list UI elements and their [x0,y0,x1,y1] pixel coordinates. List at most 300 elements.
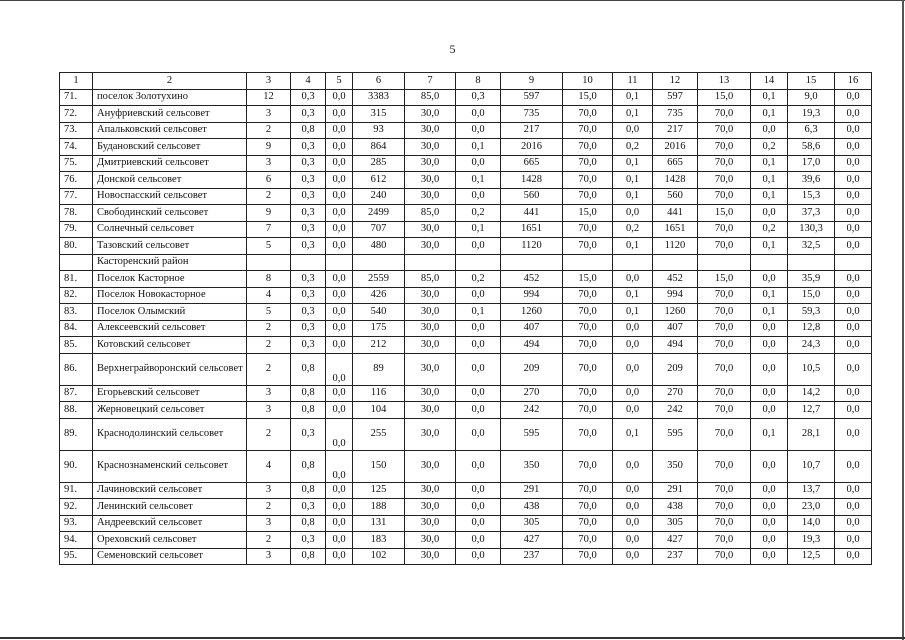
data-cell [291,254,326,271]
header-cell: 10 [563,73,613,90]
data-cell: 2016 [653,139,698,156]
data-cell: 30,0 [405,337,456,354]
municipality-name: Будановский сельсовет [93,139,247,156]
header-cell: 13 [698,73,751,90]
data-cell: 0,0 [456,515,501,532]
data-cell: 0,0 [835,499,872,516]
data-cell: 0,0 [835,122,872,139]
data-cell: 0,0 [835,172,872,189]
data-cell: 0,0 [456,402,501,419]
data-cell: 70,0 [563,353,613,385]
data-cell: 0,1 [456,172,501,189]
data-cell: 994 [501,287,563,304]
municipality-name: Солнечный сельсовет [93,221,247,238]
data-cell: 1651 [501,221,563,238]
data-cell: 70,0 [698,353,751,385]
data-cell [405,254,456,271]
data-cell: 0,0 [835,515,872,532]
data-cell: 70,0 [563,139,613,156]
data-cell [698,254,751,271]
data-cell: 0,0 [835,238,872,255]
data-cell: 0,0 [835,271,872,288]
table-row [60,89,872,106]
data-cell: 70,0 [563,188,613,205]
data-cell: 0,3 [291,89,326,106]
data-cell: 0,0 [751,515,788,532]
data-cell: 9,0 [788,89,835,106]
data-cell: 427 [501,532,563,549]
table-row [60,418,872,450]
data-cell: 0,0 [326,304,353,321]
header-cell: 9 [501,73,563,90]
data-cell: 494 [501,337,563,354]
data-cell: 0,3 [291,532,326,549]
row-number: 87. [60,385,93,402]
header-cell: 3 [247,73,291,90]
data-cell: 70,0 [563,482,613,499]
data-cell: 70,0 [563,287,613,304]
row-number: 88. [60,402,93,419]
data-cell: 407 [653,320,698,337]
data-cell: 70,0 [698,238,751,255]
data-cell: 30,0 [405,188,456,205]
data-cell: 6 [247,172,291,189]
data-cell: 0,3 [291,287,326,304]
data-cell: 285 [353,155,405,172]
data-cell: 0,1 [613,188,653,205]
data-cell: 0,0 [613,353,653,385]
municipality-name: Новоспасский сельсовет [93,188,247,205]
header-cell: 5 [326,73,353,90]
data-cell: 0,0 [751,532,788,549]
data-cell: 24,3 [788,337,835,354]
table-row [60,122,872,139]
header-cell: 12 [653,73,698,90]
data-cell: 30,0 [405,320,456,337]
data-cell: 212 [353,337,405,354]
data-cell: 15,0 [698,205,751,222]
data-cell: 0,1 [613,304,653,321]
data-cell: 438 [501,499,563,516]
data-cell: 70,0 [563,122,613,139]
data-cell: 3 [247,155,291,172]
data-cell: 70,0 [698,155,751,172]
data-cell [835,254,872,271]
data-cell: 0,0 [835,418,872,450]
page-number: 5 [449,42,456,56]
data-cell: 0,0 [326,385,353,402]
header-cell: 2 [93,73,247,90]
data-cell: 8 [247,271,291,288]
data-cell: 0,0 [835,353,872,385]
data-cell: 540 [353,304,405,321]
data-cell: 0,3 [291,418,326,450]
data-cell: 3 [247,482,291,499]
row-number: 95. [60,548,93,565]
data-cell: 4 [247,450,291,482]
data-cell: 2 [247,188,291,205]
municipality-name: Верхнеграйворонский сельсовет [93,353,247,385]
data-cell: 2 [247,122,291,139]
data-cell: 480 [353,238,405,255]
data-cell: 70,0 [563,106,613,123]
data-cell: 12,8 [788,320,835,337]
data-cell: 2 [247,320,291,337]
data-cell: 0,0 [456,188,501,205]
municipality-name: Апальковский сельсовет [93,122,247,139]
data-cell: 0,0 [326,106,353,123]
data-cell: 30,0 [405,418,456,450]
data-cell: 0,0 [835,106,872,123]
data-cell: 70,0 [698,402,751,419]
data-cell: 39,6 [788,172,835,189]
data-cell: 0,0 [326,402,353,419]
data-cell: 2499 [353,205,405,222]
data-cell: 30,0 [405,450,456,482]
data-cell: 2 [247,532,291,549]
scan-edge-top [0,0,905,1]
data-cell: 438 [653,499,698,516]
data-cell: 0,0 [326,139,353,156]
data-cell: 30,0 [405,499,456,516]
data-cell: 0,3 [291,106,326,123]
data-cell: 85,0 [405,271,456,288]
data-cell: 0,0 [613,385,653,402]
data-cell: 0,0 [326,172,353,189]
data-cell: 0,0 [835,155,872,172]
row-number: 84. [60,320,93,337]
data-cell: 0,3 [291,271,326,288]
data-cell: 0,8 [291,402,326,419]
data-cell: 30,0 [405,402,456,419]
table-body [60,73,872,565]
data-cell: 0,0 [835,188,872,205]
data-cell: 9 [247,139,291,156]
data-cell: 291 [501,482,563,499]
data-cell: 30,0 [405,221,456,238]
data-cell: 70,0 [698,320,751,337]
data-cell: 10,5 [788,353,835,385]
data-cell: 237 [501,548,563,565]
data-cell: 70,0 [563,515,613,532]
data-cell: 0,0 [751,499,788,516]
data-cell: 1260 [501,304,563,321]
data-cell: 0,0 [456,450,501,482]
data-cell: 0,0 [456,155,501,172]
data-cell: 864 [353,139,405,156]
data-cell: 70,0 [563,320,613,337]
data-cell: 0,1 [751,304,788,321]
data-cell: 0,0 [835,320,872,337]
table-row [60,482,872,499]
data-cell: 291 [653,482,698,499]
data-cell: 237 [653,548,698,565]
table-row [60,515,872,532]
data-cell [326,254,353,271]
data-cell: 0,3 [291,155,326,172]
data-cell: 125 [353,482,405,499]
data-cell: 0,3 [291,172,326,189]
data-cell: 15,0 [788,287,835,304]
data-cell: 23,0 [788,499,835,516]
data-cell: 70,0 [698,385,751,402]
data-cell: 70,0 [563,402,613,419]
data-cell: 102 [353,548,405,565]
data-cell: 10,7 [788,450,835,482]
data-cell: 12,7 [788,402,835,419]
data-cell: 255 [353,418,405,450]
data-cell: 70,0 [563,238,613,255]
row-number: 92. [60,499,93,516]
data-cell: 70,0 [698,287,751,304]
data-cell: 0,0 [751,320,788,337]
data-cell: 70,0 [563,450,613,482]
data-cell: 0,0 [835,450,872,482]
data-cell: 0,0 [751,337,788,354]
data-cell: 30,0 [405,106,456,123]
table-row [60,188,872,205]
data-cell: 0,0 [751,402,788,419]
data-cell: 2559 [353,271,405,288]
data-cell: 3 [247,106,291,123]
data-cell: 70,0 [698,482,751,499]
scan-edge-right [902,0,904,640]
data-cell: 0,1 [456,221,501,238]
data-cell: 595 [653,418,698,450]
data-cell: 0,0 [835,337,872,354]
data-cell: 89 [353,353,405,385]
data-cell [563,254,613,271]
data-cell: 0,0 [751,271,788,288]
table-row [60,337,872,354]
row-number: 80. [60,238,93,255]
row-number: 85. [60,337,93,354]
data-cell: 0,0 [613,337,653,354]
data-cell: 70,0 [563,304,613,321]
data-cell: 0,0 [751,385,788,402]
data-cell: 217 [653,122,698,139]
data-cell: 0,1 [751,106,788,123]
municipality-name: Поселок Олымский [93,304,247,321]
table-row [60,155,872,172]
municipality-name: Андреевский сельсовет [93,515,247,532]
data-cell: 0,3 [291,499,326,516]
data-cell: 0,0 [326,122,353,139]
data-cell: 1428 [501,172,563,189]
header-cell: 7 [405,73,456,90]
data-cell: 32,5 [788,238,835,255]
municipality-name: Краснознаменский сельсовет [93,450,247,482]
data-cell: 0,0 [326,353,353,385]
data-cell: 15,0 [698,271,751,288]
table-row [60,287,872,304]
data-cell: 70,0 [698,499,751,516]
data-cell: 85,0 [405,205,456,222]
data-cell: 35,9 [788,271,835,288]
table-row [60,548,872,565]
data-cell: 270 [501,385,563,402]
data-cell: 0,2 [613,221,653,238]
data-cell: 0,1 [751,188,788,205]
data-cell: 0,0 [835,482,872,499]
data-cell: 0,0 [456,532,501,549]
data-cell: 0,0 [326,418,353,450]
data-cell: 0,0 [456,122,501,139]
data-cell: 70,0 [698,122,751,139]
data-cell: 3 [247,515,291,532]
data-cell: 0,1 [751,287,788,304]
data-cell: 131 [353,515,405,532]
data-cell [353,254,405,271]
data-cell: 0,0 [326,89,353,106]
data-cell: 0,1 [613,287,653,304]
data-cell: 2016 [501,139,563,156]
data-cell: 560 [501,188,563,205]
data-cell: 7 [247,221,291,238]
header-row [60,73,872,90]
data-cell: 6,3 [788,122,835,139]
data-cell: 0,0 [326,548,353,565]
data-cell: 5 [247,238,291,255]
data-cell: 0,1 [613,172,653,189]
data-cell: 13,7 [788,482,835,499]
row-number: 89. [60,418,93,450]
data-cell: 70,0 [698,337,751,354]
data-cell: 70,0 [698,450,751,482]
header-cell: 14 [751,73,788,90]
data-cell: 0,8 [291,515,326,532]
data-cell: 1120 [653,238,698,255]
header-cell: 8 [456,73,501,90]
data-cell: 0,1 [751,89,788,106]
data-cell: 70,0 [698,188,751,205]
data-cell: 15,0 [563,271,613,288]
table-row [60,304,872,321]
district-name: Касторенский район [93,254,247,271]
data-cell: 735 [501,106,563,123]
data-cell: 0,0 [613,122,653,139]
data-cell: 665 [501,155,563,172]
data-cell: 15,3 [788,188,835,205]
data-cell: 85,0 [405,89,456,106]
data-cell: 70,0 [698,139,751,156]
data-cell: 70,0 [698,304,751,321]
row-number: 94. [60,532,93,549]
data-cell: 37,3 [788,205,835,222]
data-cell: 0,0 [613,515,653,532]
data-cell: 0,0 [751,205,788,222]
data-cell: 0,0 [456,499,501,516]
data-cell: 0,0 [751,482,788,499]
data-cell: 240 [353,188,405,205]
data-cell: 70,0 [563,548,613,565]
municipality-name: Семеновский сельсовет [93,548,247,565]
header-cell: 1 [60,73,93,90]
data-cell: 0,0 [835,548,872,565]
data-cell [751,254,788,271]
data-cell: 0,0 [613,402,653,419]
data-cell: 0,0 [613,450,653,482]
table-row [60,499,872,516]
data-cell: 0,1 [613,106,653,123]
row-number: 78. [60,205,93,222]
data-cell: 0,0 [456,482,501,499]
data-cell: 70,0 [563,532,613,549]
row-number: 81. [60,271,93,288]
data-cell: 0,0 [613,205,653,222]
data-cell: 441 [653,205,698,222]
table-row [60,106,872,123]
data-cell: 70,0 [563,337,613,354]
data-cell: 0,0 [326,532,353,549]
data-cell: 209 [653,353,698,385]
data-cell: 0,0 [326,320,353,337]
data-cell: 1260 [653,304,698,321]
data-cell: 0,8 [291,482,326,499]
row-number: 75. [60,155,93,172]
data-cell: 0,0 [326,188,353,205]
data-cell: 0,2 [456,205,501,222]
data-cell: 350 [653,450,698,482]
data-cell [456,254,501,271]
data-cell: 183 [353,532,405,549]
data-cell: 70,0 [698,548,751,565]
data-cell: 30,0 [405,122,456,139]
data-cell: 14,0 [788,515,835,532]
data-cell: 0,3 [291,238,326,255]
data-cell: 0,3 [291,320,326,337]
data-cell [247,254,291,271]
data-cell: 305 [501,515,563,532]
data-cell: 12,5 [788,548,835,565]
data-cell: 735 [653,106,698,123]
data-cell: 0,0 [326,221,353,238]
data-cell: 2 [247,353,291,385]
municipality-name: Поселок Касторное [93,271,247,288]
data-cell: 70,0 [698,106,751,123]
row-number: 72. [60,106,93,123]
data-cell: 0,0 [751,353,788,385]
data-cell: 0,1 [751,418,788,450]
data-cell: 9 [247,205,291,222]
data-cell: 0,8 [291,122,326,139]
data-cell: 0,0 [326,450,353,482]
row-number [60,254,93,271]
data-cell [653,254,698,271]
data-cell: 0,3 [291,188,326,205]
table-row [60,402,872,419]
data-cell: 0,3 [291,337,326,354]
municipality-name: поселок Золотухино [93,89,247,106]
data-cell: 70,0 [698,221,751,238]
data-cell: 0,0 [326,499,353,516]
header-cell: 11 [613,73,653,90]
data-cell: 270 [653,385,698,402]
data-cell: 0,3 [291,205,326,222]
data-cell: 0,2 [613,139,653,156]
data-cell: 0,0 [613,548,653,565]
data-cell: 665 [653,155,698,172]
data-cell: 0,1 [613,155,653,172]
data-cell: 0,0 [456,287,501,304]
data-cell: 1120 [501,238,563,255]
data-cell: 0,3 [291,139,326,156]
data-cell: 0,0 [456,385,501,402]
data-cell: 0,0 [326,482,353,499]
data-cell: 452 [653,271,698,288]
data-table [59,72,872,565]
municipality-name: Ануфриевский сельсовет [93,106,247,123]
